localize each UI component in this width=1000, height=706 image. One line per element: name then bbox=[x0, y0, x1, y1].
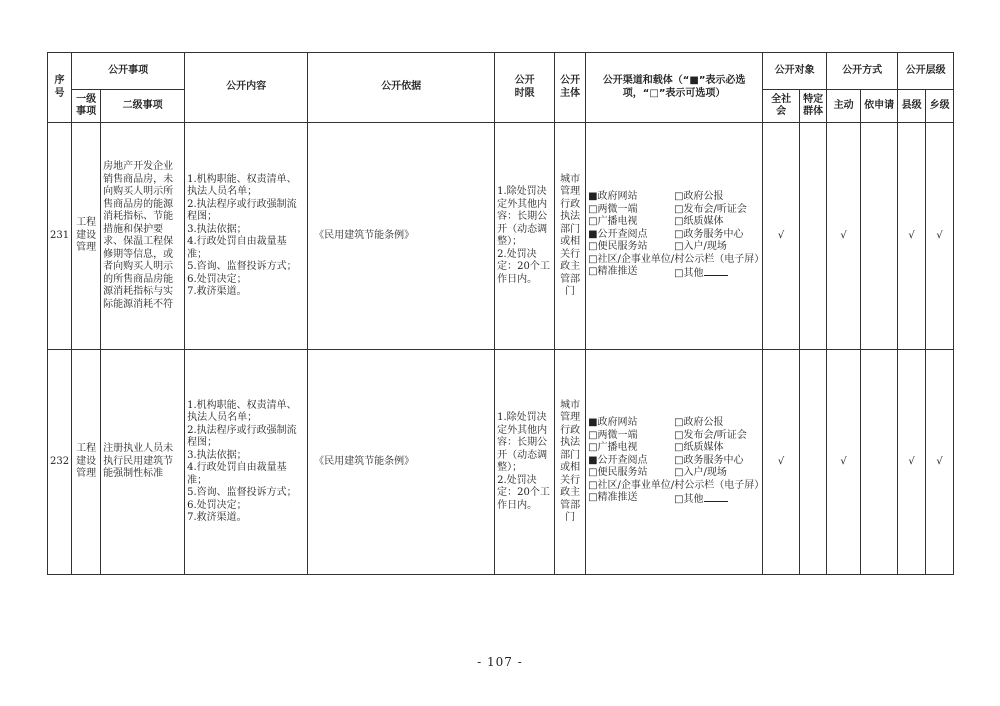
header-target-all: 全社会 bbox=[763, 90, 800, 123]
channel-option: □入户/现场 bbox=[674, 241, 727, 253]
channel-other: □其他 bbox=[674, 494, 704, 506]
channel-option: □便民服务站 bbox=[588, 241, 648, 253]
channel-option: ■公开查阅点 bbox=[588, 454, 648, 466]
header-level2: 二级事项 bbox=[101, 90, 185, 123]
channel-option: □政务服务中心 bbox=[674, 454, 744, 466]
header-subject: 公开主体 bbox=[555, 53, 586, 123]
header-method: 公开方式 bbox=[827, 53, 898, 90]
row-subject: 城市管理行政执法部门或相关行政主管部门 bbox=[555, 350, 586, 575]
channel-option: □便民服务站 bbox=[588, 467, 648, 479]
row-target-group bbox=[800, 350, 827, 575]
channel-community: □社区/企事业单位/村公示栏（电子屏） bbox=[588, 479, 765, 491]
channel-option: □政府公报 bbox=[674, 191, 724, 203]
row-basis: 《民用建筑节能条例》 bbox=[308, 123, 495, 350]
channel-option: ■公开查阅点 bbox=[588, 228, 648, 240]
channel-other: □其他 bbox=[674, 268, 704, 280]
row-channels bbox=[586, 123, 763, 350]
row-method-apply bbox=[861, 123, 898, 350]
channel-option: □政务服务中心 bbox=[674, 228, 744, 240]
channel-option: □广播电视 bbox=[588, 216, 638, 228]
header-level-town: 乡级 bbox=[926, 90, 954, 123]
channel-community: □社区/企事业单位/村公示栏（电子屏） bbox=[588, 253, 765, 265]
header-method-apply: 依申请 bbox=[861, 90, 898, 123]
row-level-town: √ bbox=[926, 350, 954, 575]
channel-option: □发布会/听证会 bbox=[674, 203, 747, 215]
channel-push: □精准推送 bbox=[588, 492, 638, 504]
disclosure-table bbox=[47, 52, 954, 575]
channel-option: □发布会/听证会 bbox=[674, 429, 747, 441]
header-content: 公开内容 bbox=[185, 53, 308, 123]
row-seq: 231 bbox=[48, 123, 72, 350]
header-channel: 公开渠道和载体（“■”表示必选项，“□”表示可选项） bbox=[586, 53, 763, 123]
header-method-active: 主动 bbox=[827, 90, 861, 123]
channel-option: □两微一端 bbox=[588, 429, 638, 441]
channel-option: □两微一端 bbox=[588, 203, 638, 215]
blank-underline bbox=[704, 266, 728, 276]
row-level-county: √ bbox=[898, 123, 926, 350]
row-level2: 房地产开发企业销售商品房，未向购买人明示所售商品房的能源消耗指标、节能措施和保护要求、保温工程保修期等信息，或者向购买人明示的所售商品房能源消耗指标与实际能源消耗不符 bbox=[101, 123, 185, 350]
channel-grid-bottom bbox=[588, 492, 760, 507]
row-method-active: √ bbox=[827, 123, 861, 350]
row-level-town: √ bbox=[926, 123, 954, 350]
channel-option: □纸质媒体 bbox=[674, 216, 724, 228]
channel-other-wrap bbox=[674, 266, 760, 281]
row-method-active: √ bbox=[827, 350, 861, 575]
row-channels bbox=[586, 350, 763, 575]
row-time-limit: 1.除处罚决定外其他内容：长期公开（动态调整）； 2.处罚决定：20个工作日内。 bbox=[495, 350, 555, 575]
header-level1: 一级事项 bbox=[72, 90, 101, 123]
channel-grid bbox=[588, 191, 760, 254]
header-target-group: 特定群体 bbox=[800, 90, 827, 123]
row-level-county: √ bbox=[898, 350, 926, 575]
row-basis: 《民用建筑节能条例》 bbox=[308, 350, 495, 575]
channel-option: ■政府网站 bbox=[588, 191, 638, 203]
row-level1: 工程建设管理 bbox=[72, 350, 101, 575]
disclosure-table-sheet bbox=[47, 52, 954, 575]
row-level1: 工程建设管理 bbox=[72, 123, 101, 350]
channel-grid-bottom bbox=[588, 266, 760, 281]
header-level-county: 县级 bbox=[898, 90, 926, 123]
channel-push: □精准推送 bbox=[588, 266, 638, 278]
channel-option: □纸质媒体 bbox=[674, 442, 724, 454]
channel-option: □入户/现场 bbox=[674, 467, 727, 479]
row-subject: 城市管理行政执法部门或相关行政主管部门 bbox=[555, 123, 586, 350]
page-number: - 107 - bbox=[477, 655, 523, 669]
row-seq: 232 bbox=[48, 350, 72, 575]
row-target-group bbox=[800, 123, 827, 350]
table-row bbox=[48, 350, 954, 575]
channel-grid bbox=[588, 417, 760, 480]
row-time-limit: 1.除处罚决定外其他内容：长期公开（动态调整）； 2.处罚决定：20个工作日内。 bbox=[495, 123, 555, 350]
channel-option: □政府公报 bbox=[674, 417, 724, 429]
channel-other-wrap bbox=[674, 492, 760, 507]
header-level: 公开层级 bbox=[898, 53, 954, 90]
row-target-all: √ bbox=[763, 123, 800, 350]
channel-option: □广播电视 bbox=[588, 442, 638, 454]
header-time-limit: 公开时限 bbox=[495, 53, 555, 123]
row-content: 1.机构职能、权责清单、执法人员名单； 2.执法程序或行政强制流程图； 3.执法依据； 4.行政处罚自由裁量基准； 5.咨询、监督投诉方式； 6.处罚决定； 7.救济渠道。 bbox=[185, 350, 308, 575]
header-target: 公开对象 bbox=[763, 53, 827, 90]
table-row bbox=[48, 123, 954, 350]
row-target-all: √ bbox=[763, 350, 800, 575]
blank-underline bbox=[704, 492, 728, 502]
row-level2: 注册执业人员未执行民用建筑节能强制性标准 bbox=[101, 350, 185, 575]
header-public-items: 公开事项 bbox=[72, 53, 185, 90]
header-seq: 序号 bbox=[48, 53, 72, 123]
row-method-apply bbox=[861, 350, 898, 575]
header-basis: 公开依据 bbox=[308, 53, 495, 123]
row-content: 1.机构职能、权责清单、执法人员名单； 2.执法程序或行政强制流程图； 3.执法依据； 4.行政处罚自由裁量基准； 5.咨询、监督投诉方式； 6.处罚决定； 7.救济渠道。 bbox=[185, 123, 308, 350]
channel-option: ■政府网站 bbox=[588, 417, 638, 429]
